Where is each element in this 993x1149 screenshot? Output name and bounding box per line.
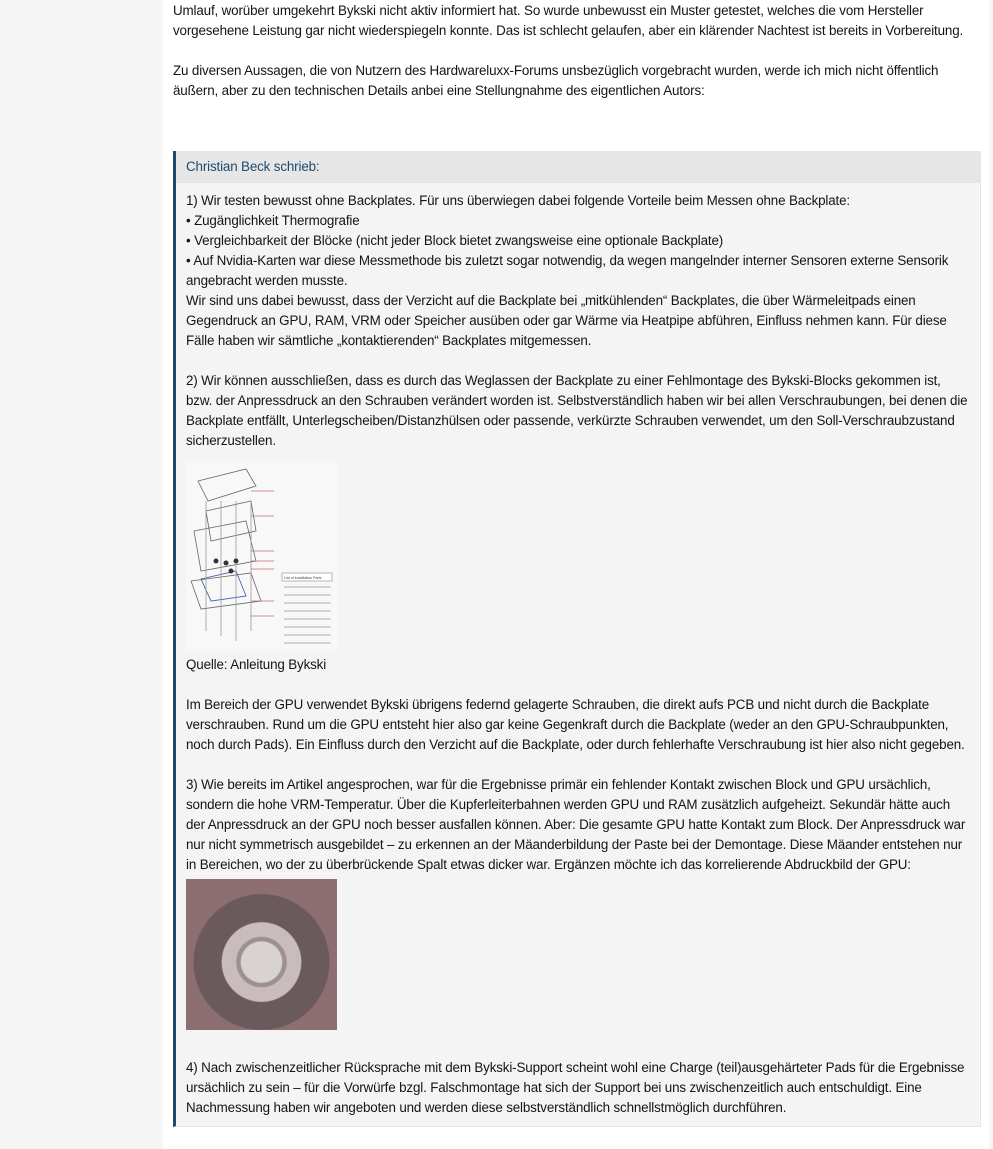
bullet-item: • Vergleichbarkeit der Blöcke (nicht jeder Block bietet zwangsweise eine optionale Backplate) (186, 233, 724, 248)
quote-paragraph-1 (186, 191, 970, 351)
bullet-item: • Auf Nvidia-Karten war diese Messmethode bis zuletzt sogar notwendig, da wegen mangelnder interner Sensoren externe Sensorik angebracht werden musste. (186, 253, 949, 288)
paragraph: Umlauf, worüber umgekehrt Bykski nicht aktiv informiert hat. So wurde unbewusst ein Muster getestet, welches die vom Hersteller vorgesehene Leistung gar nicht wiederspiegeln konnte. Das ist schlecht gelaufen, aber ein klärender Nachtest ist bereits in Vorbereitung. (173, 3, 964, 38)
gpu-imprint-photo[interactable] (186, 879, 337, 1030)
quote-paragraph-2: 2) Wir können ausschließen, dass es durch das Weglassen der Backplate zu einer Fehlmontage des Bykski-Blocks gekommen ist, bzw. der Anpressdruck an den Schrauben verändert worden ist. Selbstverständlich haben wir bei allen Verschraubungen, bei denen die Backplate entfällt, Unterlegscheiben/Distanzhülsen oder passende, verkürzte Schrauben verwendet, um den Soll-Verschraubzustand sicherzustellen. (186, 373, 968, 448)
quote-paragraph-4: 3) Wie bereits im Artikel angesprochen, war für die Ergebnisse primär ein fehlender Kontakt zwischen Block und GPU ursächlich, sondern die hohe VRM-Temperatur. Über die Kupferleiterbahnen werden GPU und RAM zusätzlich aufgeheizt. Sekundär hätte auch der Anpressdruck an der GPU noch besser ausfallen können. Aber: Die gesamte GPU hatte Kontakt zum Block. Der Anpressdruck war nur nicht symmetrisch ausgebildet – zu erkennen an der Mäanderbildung der Paste bei der Demontage. Diese Mäander entstehen nur in Bereichen, wo der zu überbrückende Spalt etwas dicker war. Ergänzen möchte ich das korrelierende Abdruckbild der GPU: (186, 777, 966, 872)
post-content (173, 1, 979, 121)
right-gutter (989, 0, 993, 1149)
left-sidebar-column (0, 0, 163, 1149)
paragraph-lead: 1) Wir testen bewusst ohne Backplates. Für uns überwiegen dabei folgende Vorteile beim Messen ohne Backplate: (186, 193, 850, 208)
installation-diagram-image[interactable] (186, 461, 337, 651)
bullet-item: • Zugänglichkeit Thermografie (186, 213, 360, 228)
quote-paragraph-3: Im Bereich der GPU verwendet Bykski übrigens federnd gelagerte Schrauben, die direkt aufs PCB und nicht durch die Backplate verschrauben. Rund um die GPU entsteht hier also gar keine Gegenkraft durch die Backplate (weder an den GPU-Schraubpunkten, noch durch Pads). Ein Einfluss durch den Verzicht auf die Backplate, oder durch fehlerhafte Verschraubung ist hier also nicht gegeben. (186, 697, 965, 752)
quote-author[interactable]: Christian Beck schrieb: (176, 151, 980, 183)
paragraph: Zu diversen Aussagen, die von Nutzern des Hardwareluxx-Forums unsbezüglich vorgebracht wurden, werde ich mich nicht öffentlich äußern, aber zu den technischen Details anbei eine Stellungnahme des eigentlichen Autors: (173, 63, 939, 98)
image-caption: Quelle: Anleitung Bykski (186, 657, 327, 672)
paragraph-tail: Wir sind uns dabei bewusst, dass der Verzicht auf die Backplate bei „mitkühlenden“ Backplates, die über Wärmeleitpads einen Gegendruck an GPU, RAM, VRM oder Speicher ausüben oder gar Wärme via Heatpipe abführen, Einfluss nehmen kann. Für diese Fälle haben wir sämtliche „kontaktierenden“ Backplates mitgemessen. (186, 293, 947, 348)
blockquote (173, 151, 981, 1127)
diagram-label: List of Installation Parts (284, 575, 322, 580)
quote-paragraph-5: 4) Nach zwischenzeitlicher Rücksprache mit dem Bykski-Support scheint wohl eine Charge (teil)ausgehärteter Pads für die Ergebnisse ursächlich zu sein – für die Vorwürfe bzgl. Falschmontage hat sich der Support bei uns zwischenzeitlich auch entschuldigt. Eine Nachmessung haben wir angeboten und werden diese selbstverständlich schnellstmöglich durchführen. (186, 1060, 965, 1115)
